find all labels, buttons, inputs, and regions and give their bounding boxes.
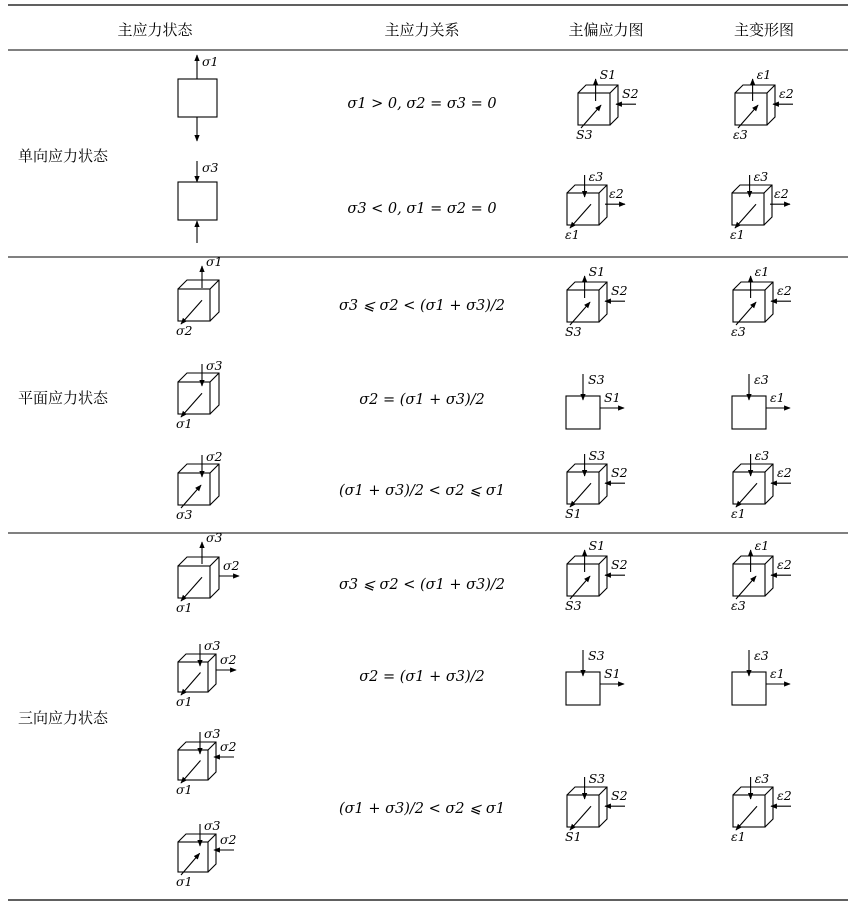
element-square [566, 396, 600, 429]
cube-depth-edges [732, 185, 772, 225]
stress-label-eps1: ε1 [770, 390, 785, 405]
diagram-strain-row-7 [732, 648, 790, 705]
stress-label-sigma1: σ1 [176, 600, 193, 615]
element-square [732, 672, 766, 705]
cube-front-face [735, 93, 767, 125]
stress-label-sigma1: σ1 [176, 782, 193, 797]
stress-label-S1: S1 [604, 666, 621, 681]
stress-label-sigma1: σ1 [176, 694, 193, 709]
diagram-strain-row-1 [733, 67, 794, 142]
stress-label-sigma3: σ3 [204, 818, 221, 833]
stress-label-S3: S3 [588, 372, 605, 387]
stress-label-eps3: ε3 [731, 324, 746, 339]
header-stress-state: 主应力状态 [117, 21, 193, 39]
stress-label-S3: S3 [588, 648, 605, 663]
diagram-stress-row-6 [176, 530, 240, 615]
stress-arrow [736, 483, 757, 507]
cube-front-face [733, 290, 765, 322]
stress-label-sigma2: σ2 [220, 832, 237, 847]
diagram-deviator-row-8 [565, 771, 628, 844]
group-label-triaxial: 三向应力状态 [18, 709, 109, 727]
diagram-strain-row-2 [730, 169, 790, 242]
cube-front-face [567, 193, 599, 225]
stress-label-eps1: ε1 [565, 227, 580, 242]
relation-row-6: σ3 ⩽ σ2 < (σ1 + σ3)/2 [338, 577, 506, 593]
stress-label-eps2: ε2 [779, 86, 794, 102]
stress-arrow [181, 300, 202, 324]
diagram-stress-row-7 [176, 638, 237, 709]
cube-front-face [178, 382, 210, 414]
header-stress-relation: 主应力关系 [384, 21, 460, 39]
stress-label-S1: S1 [565, 829, 582, 844]
stress-label-sigma3: σ3 [206, 530, 223, 545]
stress-label-eps1: ε1 [730, 227, 745, 242]
stress-label-eps2: ε2 [777, 788, 792, 804]
cube-depth-edges [567, 464, 607, 504]
group-label-uniaxial: 单向应力状态 [18, 147, 109, 165]
stress-label-eps2: ε2 [774, 186, 789, 202]
stress-arrow [570, 204, 591, 228]
stress-label-sigma1: σ1 [206, 254, 223, 269]
stress-label-eps3: ε3 [588, 169, 604, 184]
stress-label-S3: S3 [576, 127, 593, 142]
stress-label-S1: S1 [588, 538, 606, 553]
stress-label-sigma3: σ3 [206, 358, 223, 373]
stress-label-eps3: ε3 [731, 598, 746, 613]
stress-arrow [181, 393, 202, 417]
diagram-strain-row-6 [731, 538, 792, 613]
diagram-deviator-row-4 [566, 372, 624, 429]
stress-arrow [181, 577, 202, 601]
cube-depth-edges [733, 556, 773, 596]
element-square [732, 396, 766, 429]
stress-label-S2: S2 [611, 283, 628, 299]
stress-label-S2: S2 [611, 788, 628, 804]
stress-label-eps2: ε2 [777, 465, 792, 481]
stress-label-S1: S1 [565, 506, 582, 521]
stress-label-S3: S3 [565, 324, 582, 339]
cube-depth-edges [578, 85, 618, 125]
diagram-stress-row-1 [178, 54, 219, 141]
stress-label-eps1: ε1 [756, 67, 772, 82]
diagram-deviator-row-2 [565, 169, 625, 242]
diagram-strain-row-5 [731, 448, 792, 521]
cube-depth-edges [735, 85, 775, 125]
stress-label-sigma3: σ3 [176, 507, 193, 522]
stress-label-S2: S2 [611, 557, 628, 573]
cube-front-face [567, 290, 599, 322]
cube-front-face [733, 472, 765, 504]
diagram-deviator-row-5 [565, 448, 628, 521]
cube-front-face [178, 473, 210, 505]
cube-depth-edges [178, 464, 219, 505]
cube-front-face [178, 566, 210, 598]
cube-front-face [567, 564, 599, 596]
diagram-stress-row-8a [176, 726, 237, 797]
stress-label-sigma2: σ2 [220, 652, 237, 667]
stress-label-S1: S1 [588, 264, 606, 279]
cube-front-face [567, 472, 599, 504]
cube-depth-edges [178, 742, 216, 780]
stress-label-eps1: ε1 [731, 506, 746, 521]
diagram-strain-row-8 [731, 771, 792, 844]
stress-label-eps1: ε1 [754, 264, 770, 279]
cube-depth-edges [567, 282, 607, 322]
cube-front-face [178, 662, 208, 692]
stress-label-S3: S3 [565, 598, 582, 613]
stress-label-S2: S2 [622, 86, 639, 102]
stress-label-eps3: ε3 [754, 372, 769, 387]
stress-label-sigma3: σ3 [204, 638, 221, 653]
cube-depth-edges [567, 787, 607, 827]
stress-label-eps3: ε3 [753, 169, 769, 184]
relation-row-7: σ2 = (σ1 + σ3)/2 [359, 669, 485, 685]
stress-label-eps3: ε3 [733, 127, 748, 142]
stress-label-sigma1: σ1 [176, 874, 193, 889]
diagram-deviator-row-3 [565, 264, 628, 339]
cube-depth-edges [567, 556, 607, 596]
stress-label-sigma2: σ2 [220, 739, 237, 754]
relation-row-5: (σ1 + σ3)/2 < σ2 ⩽ σ1 [338, 483, 506, 499]
stress-label-eps2: ε2 [777, 557, 792, 573]
stress-label-S1: S1 [599, 67, 617, 82]
diagram-deviator-row-6 [565, 538, 628, 613]
relation-row-4: σ2 = (σ1 + σ3)/2 [359, 392, 485, 408]
stress-arrow [570, 483, 591, 507]
cube-depth-edges [178, 557, 219, 598]
stress-label-eps1: ε1 [754, 538, 770, 553]
cube-front-face [578, 93, 610, 125]
element-square [566, 672, 600, 705]
diagram-stress-row-3 [176, 254, 223, 338]
cube-front-face [178, 289, 210, 321]
group-label-plane: 平面应力状态 [18, 389, 109, 407]
stress-label-S3: S3 [588, 771, 606, 786]
cube-depth-edges [733, 282, 773, 322]
stress-label-eps3: ε3 [754, 448, 770, 463]
element-square [178, 182, 217, 220]
cube-front-face [732, 193, 764, 225]
relation-row-1: σ1 > 0, σ2 = σ3 = 0 [347, 96, 497, 112]
diagram-stress-row-8b [176, 818, 237, 889]
stress-label-sigma3: σ3 [204, 726, 221, 741]
stress-label-sigma1: σ1 [176, 416, 193, 431]
relation-row-2: σ3 < 0, σ1 = σ2 = 0 [347, 201, 497, 217]
stress-arrow [736, 806, 757, 830]
element-square [178, 79, 217, 117]
stress-label-eps3: ε3 [754, 648, 769, 663]
cube-front-face [567, 795, 599, 827]
cube-depth-edges [567, 185, 607, 225]
header-deviator-diagram: 主偏应力图 [568, 21, 644, 39]
cube-depth-edges [178, 654, 216, 692]
stress-label-eps1: ε1 [731, 829, 746, 844]
cube-depth-edges [178, 280, 219, 321]
cube-front-face [733, 795, 765, 827]
relation-row-3: σ3 ⩽ σ2 < (σ1 + σ3)/2 [338, 298, 506, 314]
stress-label-eps2: ε2 [609, 186, 624, 202]
diagram-deviator-row-1 [576, 67, 639, 142]
diagrams [176, 54, 794, 889]
stress-arrow [570, 806, 591, 830]
stress-label-S2: S2 [611, 465, 628, 481]
cube-depth-edges [733, 464, 773, 504]
cube-front-face [733, 564, 765, 596]
cube-front-face [178, 750, 208, 780]
diagram-stress-row-5 [176, 449, 223, 522]
stress-label-sigma2: σ2 [206, 449, 223, 464]
stress-label-S1: S1 [604, 390, 621, 405]
stress-label-sigma2: σ2 [223, 558, 240, 573]
stress-label-sigma1: σ1 [202, 54, 219, 69]
cube-depth-edges [733, 787, 773, 827]
diagram-stress-row-4 [176, 358, 223, 431]
diagram-strain-row-3 [731, 264, 792, 339]
stress-label-S3: S3 [588, 448, 606, 463]
diagram-deviator-row-7 [566, 648, 624, 705]
header-strain-diagram: 主变形图 [733, 21, 795, 39]
diagram-strain-row-4 [732, 372, 790, 429]
stress-label-sigma3: σ3 [202, 160, 219, 175]
stress-arrow [735, 204, 756, 228]
stress-label-eps3: ε3 [754, 771, 770, 786]
stress-label-sigma2: σ2 [176, 323, 193, 338]
stress-label-eps1: ε1 [770, 666, 785, 681]
stress-label-eps2: ε2 [777, 283, 792, 299]
cube-front-face [178, 842, 208, 872]
relation-row-8: (σ1 + σ3)/2 < σ2 ⩽ σ1 [338, 801, 506, 817]
cube-depth-edges [178, 834, 216, 872]
diagram-stress-row-2 [178, 160, 219, 243]
cube-depth-edges [178, 373, 219, 414]
